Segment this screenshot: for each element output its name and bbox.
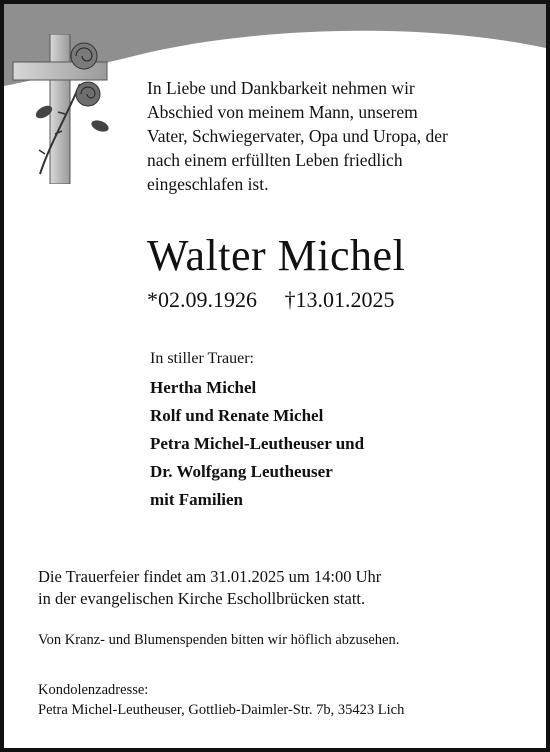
mourning-intro: In stiller Trauer: [150,350,254,367]
intro-line: eingeschlafen ist. [147,174,269,194]
address-label: Kondolenzadresse: [38,682,149,698]
intro-line: nach einem erfüllten Leben friedlich [147,150,403,170]
deceased-name: Walter Michel [147,231,406,280]
intro-line: Abschied von meinem Mann, unserem [147,102,418,122]
mourner: mit Familien [150,490,244,509]
mourner: Petra Michel-Leutheuser und [150,434,365,453]
service-line: in der evangelischen Kirche Eschollbrücken statt. [38,589,366,608]
intro-text [147,76,517,196]
life-dates [147,286,395,314]
service-line: Die Trauerfeier findet am 31.01.2025 um 14:00 Uhr [38,567,382,586]
mourner: Rolf und Renate Michel [150,406,324,425]
mourner: Dr. Wolfgang Leutheuser [150,462,333,481]
mourner: Hertha Michel [150,378,257,397]
mourners-list [150,374,364,514]
condolence-address [38,680,404,720]
address-text: Petra Michel-Leutheuser, Gottlieb-Daimler-Str. 7b, 35423 Lich [38,702,405,718]
death-date: †13.01.2025 [284,287,395,312]
service-info [38,566,381,610]
intro-line: In Liebe und Dankbarkeit nehmen wir [147,78,415,98]
flower-note: Von Kranz- und Blumenspenden bitten wir höflich abzusehen. [38,632,400,648]
birth-date: *02.09.1926 [147,287,257,312]
cross-with-roses-icon [10,34,110,184]
intro-line: Vater, Schwiegervater, Opa und Uropa, der [147,126,448,146]
